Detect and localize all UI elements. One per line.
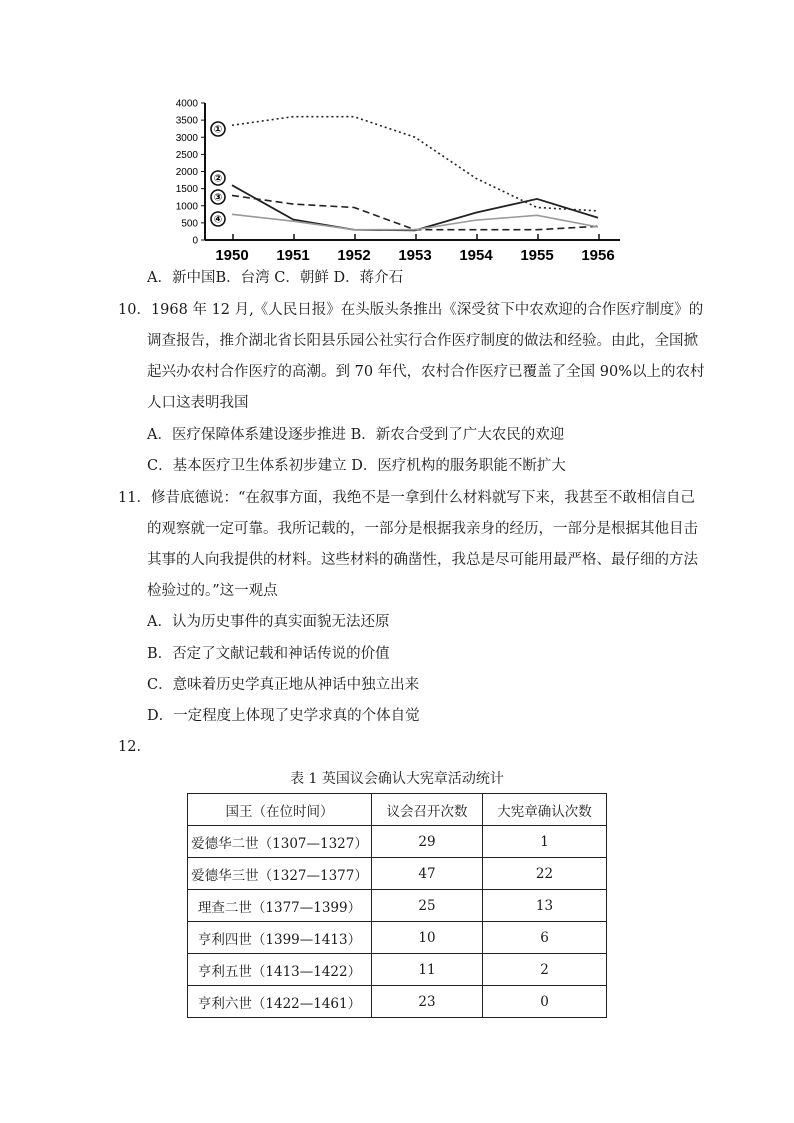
cell-sessions: 47 [372, 858, 483, 890]
series-line-1 [232, 117, 598, 211]
q9-options: A．新中国B．台湾 C．朝鲜 D．蒋介石 [147, 270, 404, 286]
header-sessions: 议会召开次数 [372, 794, 483, 826]
q11-option-b: B．否定了文献记载和神话传说的价值 [147, 646, 390, 662]
cell-confirmations: 22 [483, 858, 607, 890]
cell-confirmations: 6 [483, 922, 607, 954]
y-tick-label: 1500 [175, 184, 198, 196]
q11-option-a: A．认为历史事件的真实面貌无法还原 [147, 614, 390, 630]
q10-options-ab: A．医疗保障体系建设逐步推进 B．新农合受到了广大农民的欢迎 [147, 427, 565, 443]
q10-line-3: 起兴办农村合作医疗的高潮。到 70 年代，农村合作医疗已覆盖了全国 90%以上的农村 [147, 364, 705, 380]
cell-confirmations: 13 [483, 890, 607, 922]
cell-sessions: 11 [372, 954, 483, 986]
line-chart [160, 92, 630, 267]
x-tick-label: 1950 [215, 247, 249, 264]
table-row [188, 858, 607, 890]
q10-line-1: 10．1968 年 12 月,《人民日报》在头版头条推出《深受贫下中农欢迎的合作医疗制度》的 [118, 302, 704, 318]
cell-confirmations: 1 [483, 826, 607, 858]
series-marker-label-1: ① [213, 124, 223, 136]
table-row [188, 890, 607, 922]
cell-king: 亨利四世（1399—1413） [188, 922, 372, 954]
cell-sessions: 29 [372, 826, 483, 858]
series-marker-label-4: ④ [213, 214, 223, 226]
q11-line-3: 其事的人向我提供的材料。这些材料的确凿性，我总是尽可能用最严格、最仔细的方法 [147, 552, 698, 568]
header-confirmations: 大宪章确认次数 [483, 794, 607, 826]
chart-series [232, 117, 598, 231]
q10-line-4: 人口这表明我国 [147, 395, 249, 411]
series-marker-label-2: ② [213, 173, 223, 185]
cell-king: 理查二世（1377—1399） [188, 890, 372, 922]
table-row [188, 954, 607, 986]
q11-option-c: C．意味着历史学真正地从神话中独立出来 [147, 677, 420, 693]
table-caption: 表 1 英国议会确认大宪章活动统计 [290, 771, 504, 787]
x-tick-label: 1952 [337, 247, 371, 264]
series-markers [211, 122, 225, 226]
y-tick-labels [176, 99, 205, 247]
cell-sessions: 25 [372, 890, 483, 922]
y-tick-label: 0 [192, 235, 198, 247]
q11-line-1: 11．修昔底德说：“在叙事方面，我绝不是一拿到什么材料就写下来，我甚至不敢相信自己 [118, 490, 695, 506]
y-tick-label: 500 [181, 218, 198, 230]
y-tick-label: 3500 [175, 115, 198, 127]
cell-king: 亨利五世（1413—1422） [188, 954, 372, 986]
x-tick-labels [215, 234, 614, 264]
q11-line-4: 检验过的。”这一观点 [147, 583, 278, 599]
cell-king: 爱德华三世（1327—1377） [188, 858, 372, 890]
table-header-row [188, 794, 607, 826]
q11-option-d: D．一定程度上体现了史学求真的个体自觉 [147, 708, 420, 724]
y-tick-label: 3000 [175, 132, 198, 144]
cell-confirmations: 2 [483, 954, 607, 986]
table-row [188, 922, 607, 954]
x-tick-label: 1953 [398, 247, 432, 264]
cell-confirmations: 0 [483, 986, 607, 1018]
cell-sessions: 23 [372, 986, 483, 1018]
cell-king: 亨利六世（1422—1461） [188, 986, 372, 1018]
x-tick-label: 1951 [276, 247, 310, 264]
x-tick-label: 1956 [581, 247, 615, 264]
series-marker-label-3: ③ [213, 192, 223, 204]
parliament-table [187, 793, 607, 1018]
y-tick-label: 1000 [175, 201, 198, 213]
q11-line-2: 的观察就一定可靠。我所记载的，一部分是根据我亲身的经历，一部分是根据其他目击 [147, 521, 698, 537]
y-tick-label: 2000 [175, 167, 198, 178]
series-line-2 [232, 185, 598, 230]
table-row [188, 986, 607, 1018]
x-tick-label: 1955 [520, 247, 554, 264]
q10-options-cd: C．基本医疗卫生体系初步建立 D．医疗机构的服务职能不断扩大 [147, 458, 566, 474]
x-tick-label: 1954 [459, 247, 493, 264]
table-row [188, 826, 607, 858]
y-tick-label: 2500 [175, 149, 198, 161]
cell-king: 爱德华二世（1307—1327） [188, 826, 372, 858]
q10-line-2: 调查报告，推介湖北省长阳县乐园公社实行合作医疗制度的做法和经验。由此，全国掀 [147, 333, 698, 349]
q12-number: 12． [118, 739, 151, 755]
header-king: 国王（在位时间） [188, 794, 372, 826]
y-tick-label: 4000 [175, 98, 198, 110]
cell-sessions: 10 [372, 922, 483, 954]
